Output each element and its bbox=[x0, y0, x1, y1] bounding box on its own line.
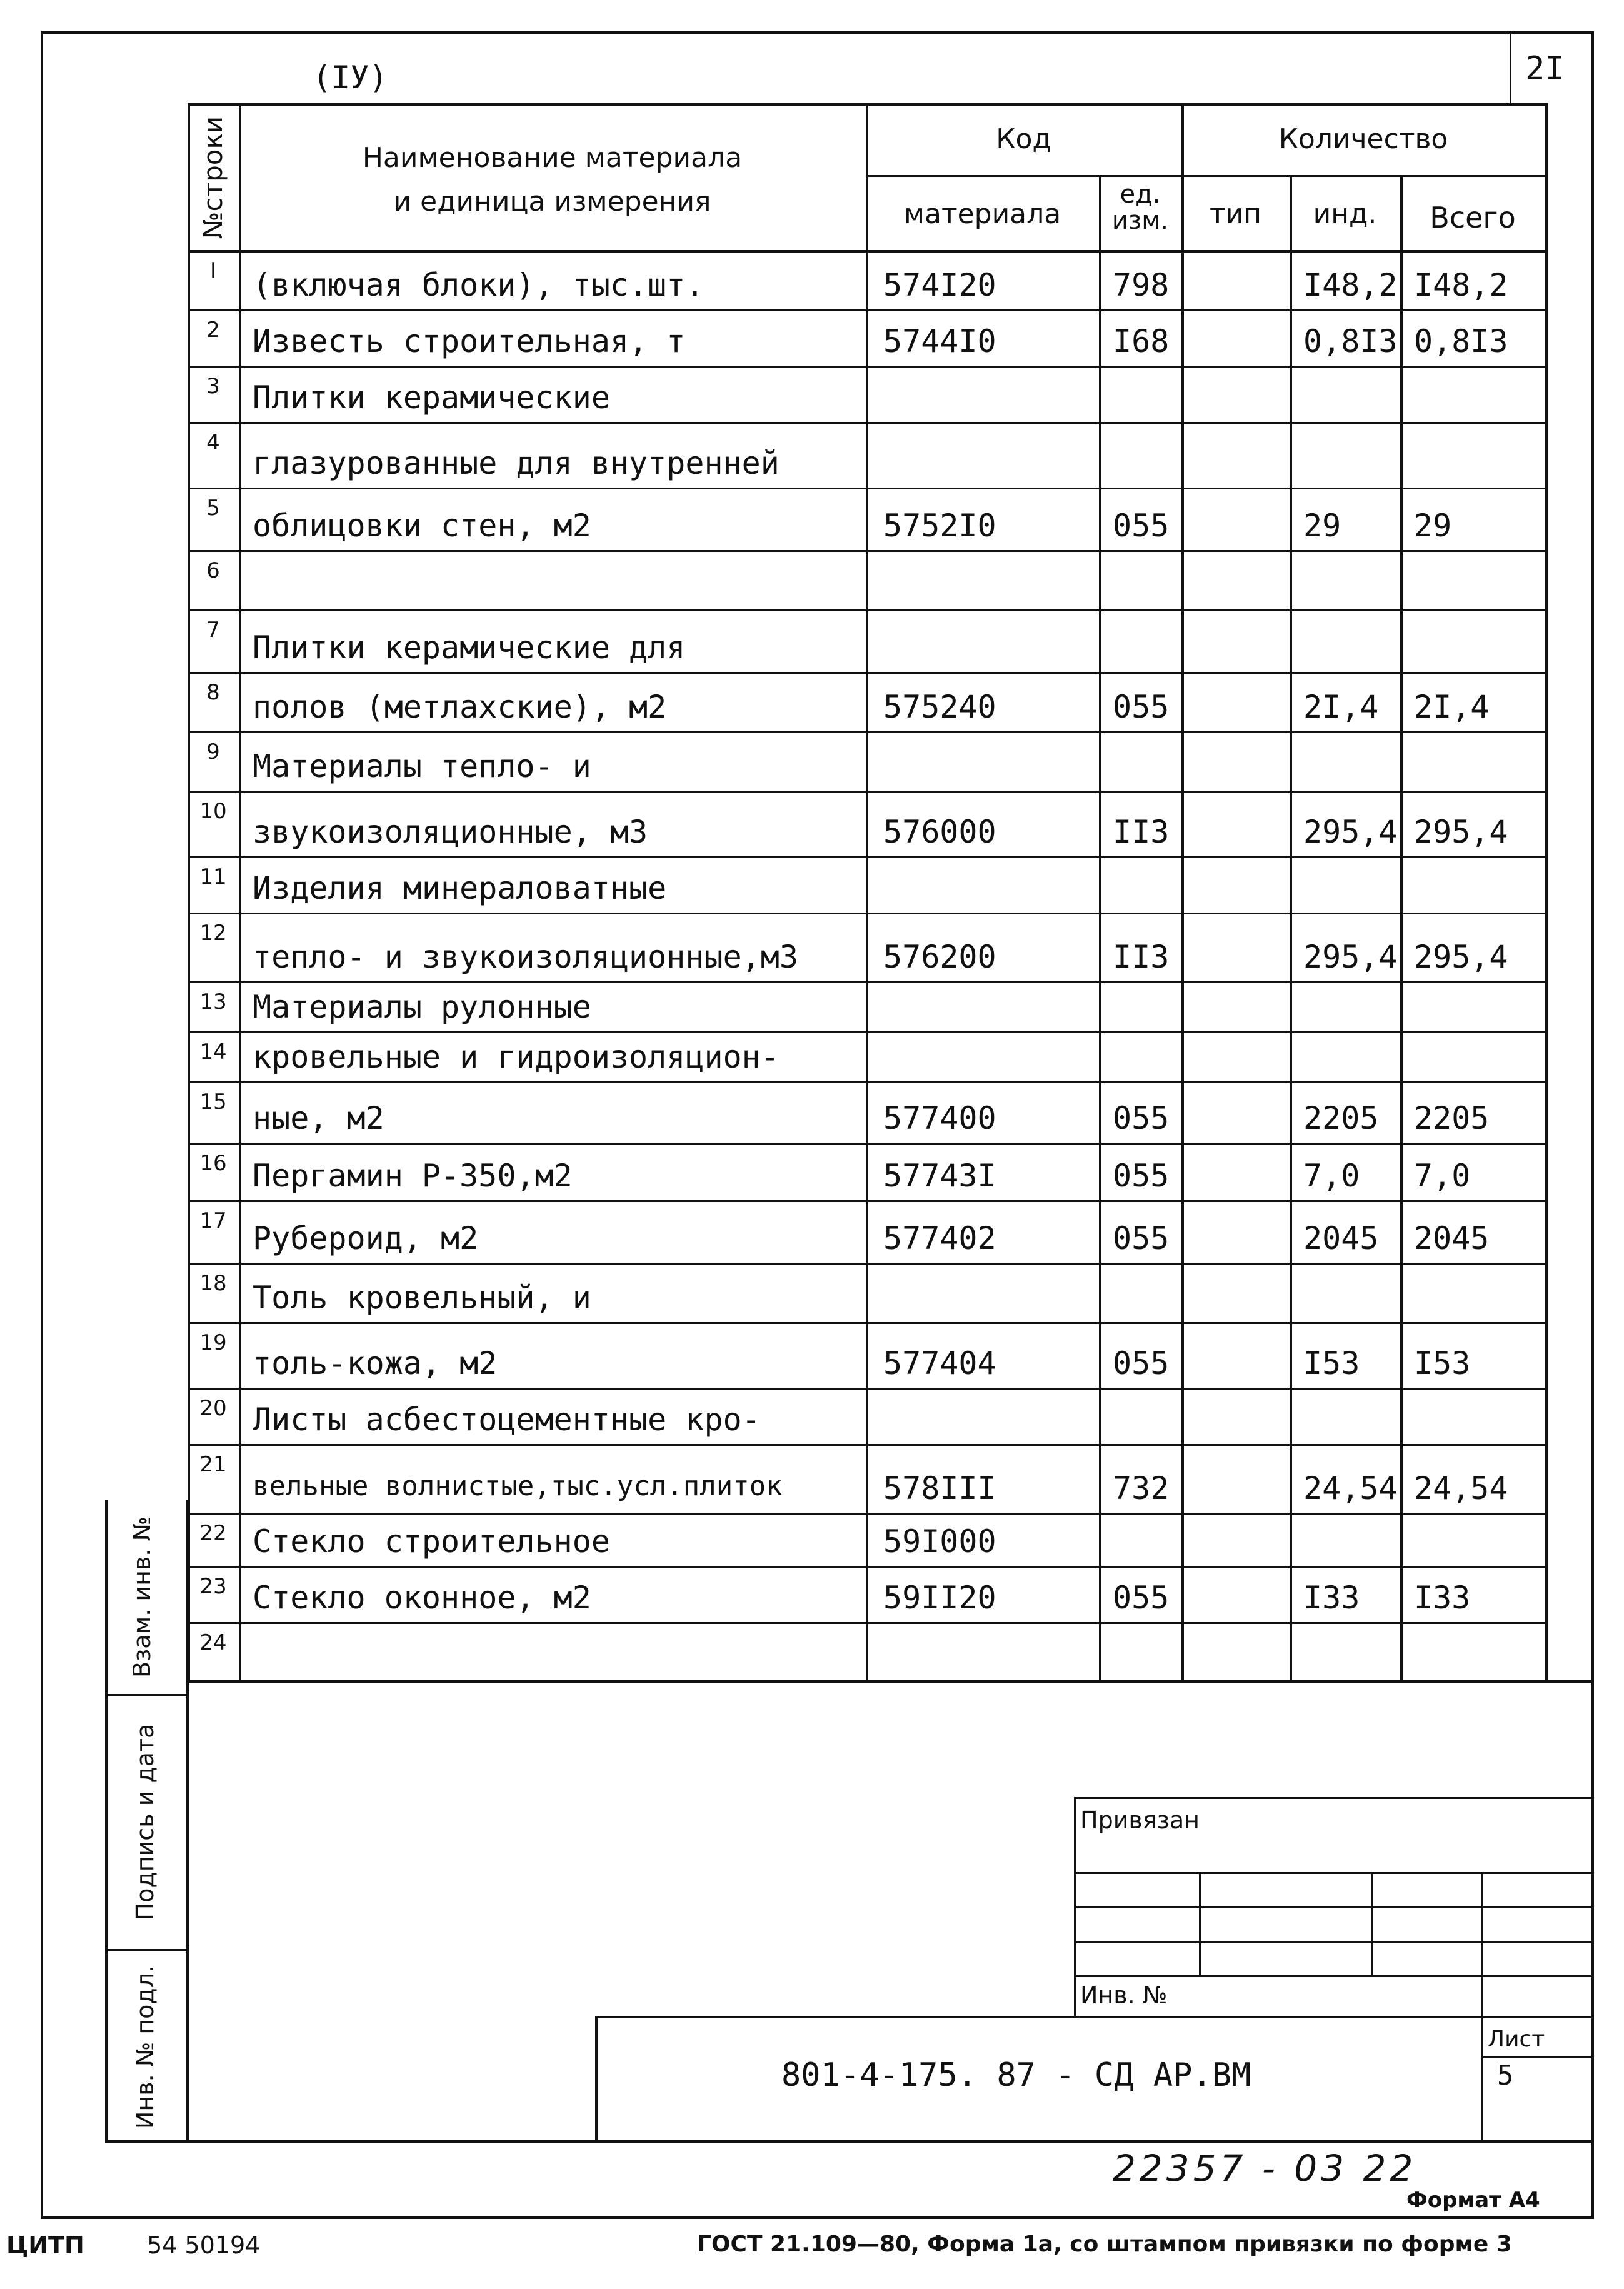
row-total: 2045 bbox=[1414, 1220, 1490, 1256]
header-name-line2: и единица измерения bbox=[393, 186, 711, 218]
row-line bbox=[188, 791, 1545, 793]
header-row-number: №строки bbox=[198, 116, 228, 239]
row-material-code: 57743I bbox=[883, 1158, 996, 1194]
row-name: Стекло строительное bbox=[253, 1523, 610, 1560]
section-mark: (IУ) bbox=[313, 59, 388, 96]
row-material-code: 5752I0 bbox=[883, 508, 996, 544]
row-name: Пергамин Р-350,м2 bbox=[253, 1158, 573, 1194]
header-type: тип bbox=[1210, 198, 1261, 230]
stamp-h1 bbox=[1074, 1872, 1593, 1874]
frame-right bbox=[1591, 31, 1594, 2219]
frame-top bbox=[41, 31, 1594, 34]
title-block-left bbox=[595, 2016, 598, 2143]
row-name: облицовки стен, м2 bbox=[253, 508, 591, 544]
row-unit-code: 055 bbox=[1113, 1100, 1170, 1136]
stamp-top bbox=[1074, 1797, 1593, 1799]
row-line bbox=[188, 366, 1545, 368]
page-number-box-left bbox=[1510, 31, 1511, 103]
row-line bbox=[188, 309, 1545, 311]
row-line bbox=[188, 981, 1545, 983]
row-material-code: 576200 bbox=[883, 939, 996, 975]
stamp-h2 bbox=[1074, 1906, 1593, 1908]
row-line bbox=[188, 1388, 1545, 1390]
row-material-code: 59II20 bbox=[883, 1580, 996, 1616]
stamp-v2 bbox=[1371, 1872, 1373, 1975]
frame-left bbox=[41, 31, 43, 2219]
row-line bbox=[188, 913, 1545, 914]
row-number: 24 bbox=[199, 1630, 227, 1655]
row-name: Листы асбестоцементные кро- bbox=[253, 1401, 761, 1438]
row-material-code: 59I000 bbox=[883, 1523, 996, 1560]
side-strip-right bbox=[186, 1500, 189, 2143]
row-material-code: 577402 bbox=[883, 1220, 996, 1256]
row-line bbox=[188, 488, 1545, 489]
row-number: 19 bbox=[199, 1330, 227, 1355]
col-code-right bbox=[1099, 175, 1101, 1680]
row-material-code: 577404 bbox=[883, 1345, 996, 1381]
header-unit-code: ед. изм. bbox=[1111, 180, 1169, 235]
frame-bottom bbox=[41, 2216, 1594, 2219]
row-material-code: 5744I0 bbox=[883, 323, 996, 359]
row-line bbox=[188, 1566, 1545, 1568]
stamp-h3 bbox=[1074, 1941, 1593, 1943]
table-right bbox=[1545, 103, 1548, 1680]
row-number: 23 bbox=[199, 1574, 227, 1599]
side-strip-div1 bbox=[105, 1694, 189, 1696]
row-name: Стекло оконное, м2 bbox=[253, 1580, 591, 1616]
header-total: Всего bbox=[1430, 201, 1516, 234]
row-total: I33 bbox=[1414, 1580, 1471, 1616]
row-name: толь-кожа, м2 bbox=[253, 1345, 498, 1381]
row-individual: I53 bbox=[1303, 1345, 1360, 1381]
row-line bbox=[188, 1322, 1545, 1324]
row-number: 10 bbox=[199, 799, 227, 824]
row-unit-code: 055 bbox=[1113, 508, 1170, 544]
row-individual: 2I,4 bbox=[1303, 689, 1379, 725]
row-name: Плитки керамические bbox=[253, 379, 610, 416]
row-material-code: 576000 bbox=[883, 814, 996, 850]
org-code: 54 50194 bbox=[147, 2231, 261, 2259]
sheet-number: 5 bbox=[1497, 2060, 1514, 2091]
row-unit-code: 055 bbox=[1113, 689, 1170, 725]
row-total: 0,8I3 bbox=[1414, 323, 1508, 359]
sheet-box-left bbox=[1481, 2016, 1483, 2143]
row-total: 29 bbox=[1414, 508, 1452, 544]
row-unit-code: II3 bbox=[1113, 814, 1170, 850]
row-line bbox=[188, 422, 1545, 424]
row-number: 9 bbox=[206, 739, 220, 764]
row-total: 24,54 bbox=[1414, 1470, 1508, 1506]
row-unit-code: 055 bbox=[1113, 1158, 1170, 1194]
row-name: глазурованные для внутренней bbox=[253, 445, 779, 481]
gost-label: ГОСТ 21.109—80, Форма 1а, со штампом привязки по форме 3 bbox=[697, 2231, 1512, 2257]
row-name: Толь кровельный, и bbox=[253, 1280, 591, 1316]
row-number: 15 bbox=[199, 1089, 227, 1114]
row-line bbox=[188, 1444, 1545, 1446]
row-total: 2I,4 bbox=[1414, 689, 1490, 725]
row-line bbox=[188, 609, 1545, 611]
row-line bbox=[188, 672, 1545, 674]
stamp-inv-label: Инв. № bbox=[1080, 1981, 1168, 2009]
row-name: Известь строительная, т bbox=[253, 323, 686, 359]
row-material-code: 575240 bbox=[883, 689, 996, 725]
document-code: 801-4-175. 87 - СД АР.ВМ bbox=[781, 2056, 1251, 2094]
row-line bbox=[188, 1513, 1545, 1515]
header-mid-line bbox=[866, 175, 1545, 177]
row-unit-code: II3 bbox=[1113, 939, 1170, 975]
title-block-top bbox=[595, 2016, 1593, 2018]
row-unit-code: 798 bbox=[1113, 267, 1170, 303]
row-unit-code: 732 bbox=[1113, 1470, 1170, 1506]
row-individual: 2045 bbox=[1303, 1220, 1379, 1256]
header-code: Код bbox=[996, 123, 1051, 155]
row-individual: 7,0 bbox=[1303, 1158, 1360, 1194]
row-number: 5 bbox=[206, 496, 220, 521]
stamp-v3 bbox=[1481, 1872, 1483, 2016]
row-individual: 29 bbox=[1303, 508, 1341, 544]
table-bottom bbox=[188, 1680, 1591, 1683]
row-line bbox=[188, 1263, 1545, 1265]
row-total: I48,2 bbox=[1414, 267, 1508, 303]
row-unit-code: I68 bbox=[1113, 323, 1170, 359]
header-name-line1: Наименование материала bbox=[362, 142, 743, 174]
stamp-v1 bbox=[1199, 1872, 1201, 1975]
row-material-code: 578III bbox=[883, 1470, 996, 1506]
row-number: 7 bbox=[206, 618, 220, 643]
row-number: 17 bbox=[199, 1208, 227, 1233]
row-name: (включая блоки), тыс.шт. bbox=[253, 267, 704, 303]
row-number: 3 bbox=[206, 374, 220, 399]
row-total: I53 bbox=[1414, 1345, 1471, 1381]
page-number: 2I bbox=[1525, 50, 1565, 88]
row-unit-code: 055 bbox=[1113, 1345, 1170, 1381]
row-number: 4 bbox=[206, 430, 220, 455]
archive-number: 22357 - 03 22 bbox=[1113, 2147, 1417, 2190]
row-individual: I33 bbox=[1303, 1580, 1360, 1616]
side-strip-bottom bbox=[105, 2140, 1593, 2143]
header-quantity: Количество bbox=[1278, 123, 1448, 155]
row-total: 7,0 bbox=[1414, 1158, 1471, 1194]
row-name: тепло- и звукоизоляционные,м3 bbox=[253, 939, 798, 975]
row-unit-code: 055 bbox=[1113, 1220, 1170, 1256]
row-number: 13 bbox=[199, 989, 227, 1014]
row-number: 16 bbox=[199, 1151, 227, 1176]
row-total: 295,4 bbox=[1414, 939, 1508, 975]
row-name: Материалы тепло- и bbox=[253, 748, 591, 784]
row-individual: 295,4 bbox=[1303, 939, 1398, 975]
row-name: вельные волнистые,тыс.усл.плиток bbox=[253, 1470, 783, 1502]
row-line bbox=[188, 1200, 1545, 1202]
row-name: Плитки керамические для bbox=[253, 629, 686, 666]
row-name: кровельные и гидроизоляцион- bbox=[253, 1039, 779, 1075]
row-number: 6 bbox=[206, 558, 220, 583]
row-line bbox=[188, 1081, 1545, 1083]
org-label: ЦИТП bbox=[6, 2231, 84, 2259]
row-line bbox=[188, 1143, 1545, 1144]
row-number: 11 bbox=[199, 864, 227, 889]
row-total: 2205 bbox=[1414, 1100, 1490, 1136]
row-line bbox=[188, 856, 1545, 858]
row-material-code: 574I20 bbox=[883, 267, 996, 303]
side-label-inv-podl: Инв. № подл. bbox=[131, 1965, 159, 2130]
row-number: 14 bbox=[199, 1039, 227, 1064]
format-label: Формат А4 bbox=[1406, 2188, 1540, 2213]
row-line bbox=[188, 1622, 1545, 1624]
row-line bbox=[188, 1031, 1545, 1033]
header-material-code: материала bbox=[903, 198, 1061, 230]
row-name: ные, м2 bbox=[253, 1100, 384, 1136]
row-individual: 295,4 bbox=[1303, 814, 1398, 850]
col-type-right bbox=[1290, 175, 1292, 1680]
row-number: 8 bbox=[206, 680, 220, 705]
stamp-bound-label: Привязан bbox=[1080, 1806, 1200, 1834]
stamp-h4 bbox=[1074, 1975, 1593, 1977]
row-unit-code: 055 bbox=[1113, 1580, 1170, 1616]
sheet-label: Лист bbox=[1488, 2026, 1545, 2052]
row-name: Изделия минераловатные bbox=[253, 870, 667, 906]
header-individual: инд. bbox=[1313, 198, 1377, 230]
side-label-vzam: Взам. инв. № bbox=[128, 1516, 156, 1678]
row-individual: 0,8I3 bbox=[1303, 323, 1398, 359]
row-name: Рубероид, м2 bbox=[253, 1220, 479, 1256]
row-individual: I48,2 bbox=[1303, 267, 1398, 303]
row-line bbox=[188, 731, 1545, 733]
row-number: 21 bbox=[199, 1452, 227, 1477]
side-strip-left bbox=[105, 1500, 108, 2143]
row-name: Материалы рулонные bbox=[253, 989, 591, 1025]
row-material-code: 577400 bbox=[883, 1100, 996, 1136]
row-individual: 2205 bbox=[1303, 1100, 1379, 1136]
sheet-box-mid bbox=[1481, 2056, 1593, 2058]
row-number: 2 bbox=[206, 318, 220, 343]
row-total: 295,4 bbox=[1414, 814, 1508, 850]
row-name: звукоизоляционные, м3 bbox=[253, 814, 648, 850]
row-number: 22 bbox=[199, 1521, 227, 1546]
row-number: I bbox=[209, 258, 217, 283]
row-individual: 24,54 bbox=[1303, 1470, 1398, 1506]
side-label-podpis: Подпись и дата bbox=[131, 1723, 159, 1921]
col-ind-right bbox=[1400, 175, 1403, 1680]
row-number: 12 bbox=[199, 921, 227, 946]
row-number: 20 bbox=[199, 1396, 227, 1421]
row-line bbox=[188, 550, 1545, 552]
row-name: полов (метлахские), м2 bbox=[253, 689, 667, 725]
row-number: 18 bbox=[199, 1271, 227, 1296]
